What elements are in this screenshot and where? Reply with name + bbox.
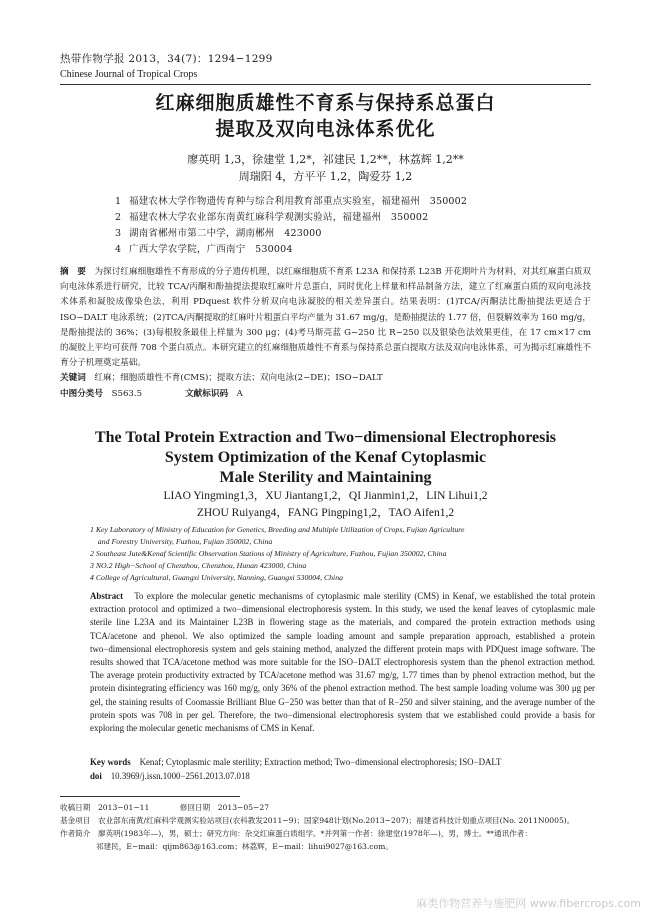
- abstract-cn: [60, 265, 591, 402]
- abstract-cn-label: 摘 要: [60, 267, 86, 277]
- footnote-dates: 收稿日期 2013−01−11 修回日期 2013−05−27: [60, 803, 270, 812]
- affiliation-en-4: 4 College of Agricultural, Guangxi University, Nanning, Guangxi 530004, China: [90, 573, 344, 582]
- title-en-line1: The Total Protein Extraction and Two−dimensional Electrophoresis: [94, 429, 556, 446]
- title-en-line2: System Optimization of the Kenaf Cytoplasmic: [164, 449, 487, 466]
- footnote-rule: [60, 796, 240, 797]
- title-cn-line1: 红麻细胞质雄性不育系与保持系总蛋白: [155, 92, 496, 114]
- authors-cn-line2: 周瑞阳 4，方平平 1,2，陶爱芬 1,2: [238, 170, 413, 183]
- authors-cn-line1: 廖英明 1,3，徐建堂 1,2*，祁建民 1,2**，林荔辉 1,2**: [187, 153, 464, 166]
- journal-header-cn: 热带作物学报 2013，34(7)：1294−1299: [60, 53, 273, 65]
- affiliation-en-2: 2 Southeast Jute&Kenaf Scientific Observation Stations of Ministry of Agriculture, Fuzhou, Fujian 350002, China: [90, 549, 447, 558]
- abstract-en: [90, 590, 595, 735]
- affiliation-en-3: 3 NO.2 High−School of Chenzhou, Chenzhou, Hunan 423000, China: [90, 561, 307, 570]
- title-cn-line2: 提取及双向电泳体系优化: [215, 118, 436, 140]
- authors-en-line1: LIAO Yingming1,3，XU Jiantang1,2，QI Jianmin1,2，LIN Lihui1,2: [163, 490, 488, 502]
- footnote: [60, 801, 591, 853]
- footnote-fund: 基金项目 农业部东南黄/红麻科学观测实验站项目(农科教发2011−9)；国家948计划(No.2013−207)；福建省科技计划重点项目(No. 2011N0005)。: [60, 816, 575, 825]
- header-rule: [60, 84, 591, 85]
- abstract-cn-text: 为探讨红麻细胞雄性不育形成的分子遗传机理，以红麻细胞质不育系 L23A 和保持系 L23B 开花期叶片为材料，对其红麻蛋白质双向电泳体系进行研究，比较 TCA/丙酮和酚抽提法提取红麻叶片总蛋白，同时优化上样量和样品制备方法，建立了红麻蛋白质的双向电泳技术体系和凝胶成像染色法，利用 PDquest 软件分析双向电泳凝胶的相关差异蛋白。结果表明：(1)TCA/丙酮法比酚抽提法更适合于 ISO−DALT 电泳系统；(2)TCA/丙酮提取的红麻叶片粗蛋白平均产量为 31.67 mg/g，是酚抽提法的 1.77 倍，但裂解效率为 160 mg/g，是酚抽提法的 36%；(3)每根胶条最佳上样量为 300 μg；(4)考马斯亮蓝 G−250 比 R−250 以及银染色法效果更佳，在 17 cm×17 cm 的凝胶上平均可获得 708 个蛋白质点。本研究建立的红麻细胞质雄性不育系与保持系总蛋白提取方法及双向电泳体系，可为揭示红麻雄性不育分子机理奠定基础。: [60, 267, 591, 369]
- affiliations-en: [90, 524, 590, 584]
- affiliation-cn-4: 4 广西大学农学院，广西南宁 530004: [115, 244, 293, 255]
- classification-cn: 中图分类号 S563.5 文献标识码 A: [60, 388, 243, 399]
- keywords-en: Key words Kenaf; Cytoplasmic male sterility; Extraction method; Two−dimensional electrophoresis; ISO−DALT: [90, 757, 502, 767]
- keywords-cn: 关键词 红麻；细胞质雄性不育(CMS)；提取方法；双向电泳(2−DE)；ISO−DALT: [60, 373, 383, 384]
- abstract-en-text: To explore the molecular genetic mechanisms of cytoplasmic male sterility (CMS) in Kenaf, we established the total protein extraction protocol and optimized a two−dimensional electrophoresis system. In this study, we used the kenaf leaves of cytoplasmic male sterile line L23A and its Maintainer L23B in flowering stage as the materials, and compared the protein extraction methods using TCA/acetone and phenol. We also optimized the sample loading amount and sample preparation approach, established a protein two−dimensional electrophoresis system and gels staining method, analyzed the different protein maps with PDQuest image software. The results showed that TCA/acetone method was more suitable for the ISO−DALT electrophoresis system than the phenol extraction method. The average protein productivity extracted by TCA/acetone method was 31.67 mg/g, 1.77 times than by phenol extraction method, but the protein disintegrating efficiency was 160 mg/g, only 36% of the phenol extraction method. The best sample loading volume was 300 μg per gel, the staining results of Coomassie Brilliant Blue G−250 was better than that of R−250 and silver staining, and the average number of the protein spots was 708 in per gel. Therefore, the two−dimensional electrophoresis system that we established could provide a basis for exploring the molecular genetic mechanisms of CMS in Kenaf.: [90, 591, 596, 734]
- affiliation-en-1b: and Forestry University, Fuzhou, Fujian 350002, China: [90, 537, 273, 546]
- affiliation-cn-3: 3 湖南省郴州市第二中学，湖南郴州 423000: [115, 228, 322, 239]
- title-en-line3: Male Sterility and Maintaining: [219, 469, 432, 486]
- affiliation-cn-2: 2 福建农林大学农业部东南黄红麻科学观测实验站，福建福州 350002: [115, 212, 429, 223]
- doi-en: doi 10.3969/j.issn.1000−2561.2013.07.018: [90, 771, 250, 781]
- affiliation-en-1a: 1 Key Laboratory of Ministry of Education for Genetics, Breeding and Multiple Utilization of Crops, Fujian Agriculture: [90, 525, 465, 534]
- footnote-contact: 祁建民，E−mail：qijm863@163.com；林荔辉，E−mail：lihui9027@163.com。: [96, 842, 393, 851]
- footnote-author: 作者简介 廖英明(1983年—)，男，硕士；研究方向：杂交红麻蛋白质组学。*并列第一作者：徐建堂(1978年—)，男，博士。**通讯作者：: [60, 829, 532, 838]
- abstract-en-label: Abstract: [90, 591, 124, 601]
- affiliation-cn-1: 1 福建农林大学作物遗传育种与综合利用教育部重点实验室，福建福州 350002: [115, 196, 468, 207]
- authors-en-line2: ZHOU Ruiyang4，FANG Pingping1,2，TAO Aifen1,2: [196, 507, 455, 519]
- watermark-text: 麻类作物营养与施肥网 www.fibercrops.com: [416, 897, 641, 910]
- journal-header-en: Chinese Journal of Tropical Crops: [60, 69, 198, 80]
